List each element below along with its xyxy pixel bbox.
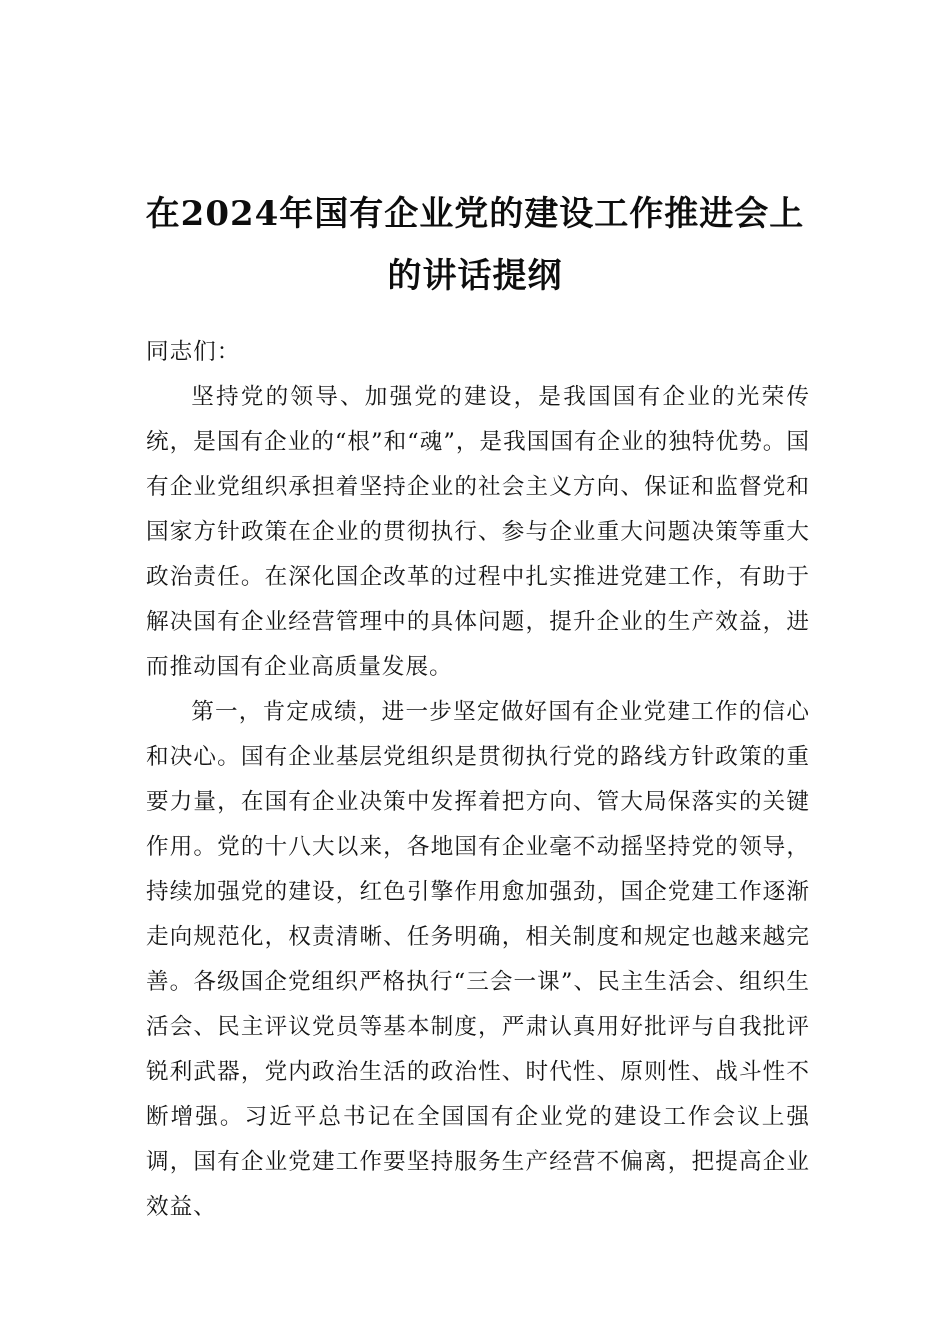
paragraph-first-point: 第一，肯定成绩，进一步坚定做好国有企业党建工作的信心和决心。国有企业基层党组织是贯彻执行党的路线方针政策的重要力量，在国有企业决策中发挥着把方向、管大局保落实的关键作用。党的十八大以来，各地国有企业毫不动摇坚持党的领导，持续加强党的建设，红色引擎作用愈加强劲，国企党建工作逐渐走向规范化，权责清晰、任务明确，相关制度和规定也越来越完善。各级国企党组织严格执行“三会一课”、民主生活会、组织生活会、民主评议党员等基本制度，严肃认真用好批评与自我批评锐利武器，党内政治生活的政治性、时代性、原则性、战斗性不断增强。习近平总书记在全国国有企业党的建设工作会议上强调，国有企业党建工作要坚持服务生产经营不偏离，把提高企业效益、 bbox=[146, 699, 810, 1220]
document-title bbox=[100, 183, 850, 307]
salutation: 同志们： bbox=[146, 339, 241, 365]
paragraph-intro: 坚持党的领导、加强党的建设，是我国国有企业的光荣传统，是国有企业的“根”和“魂”，是我国国有企业的独特优势。国有企业党组织承担着坚持企业的社会主义方向、保证和监督党和国家方针政策在企业的贯彻执行、参与企业重大问题决策等重大政治责任。在深化国企改革的过程中扎实推进党建工作，有助于解决国有企业经营管理中的具体问题，提升企业的生产效益，进而推动国有企业高质量发展。 bbox=[146, 384, 810, 680]
document-body bbox=[146, 330, 810, 1230]
title-line-2: 的讲话提纲 bbox=[387, 255, 563, 296]
title-line-1: 在2024年国有企业党的建设工作推进会上 bbox=[145, 193, 805, 234]
